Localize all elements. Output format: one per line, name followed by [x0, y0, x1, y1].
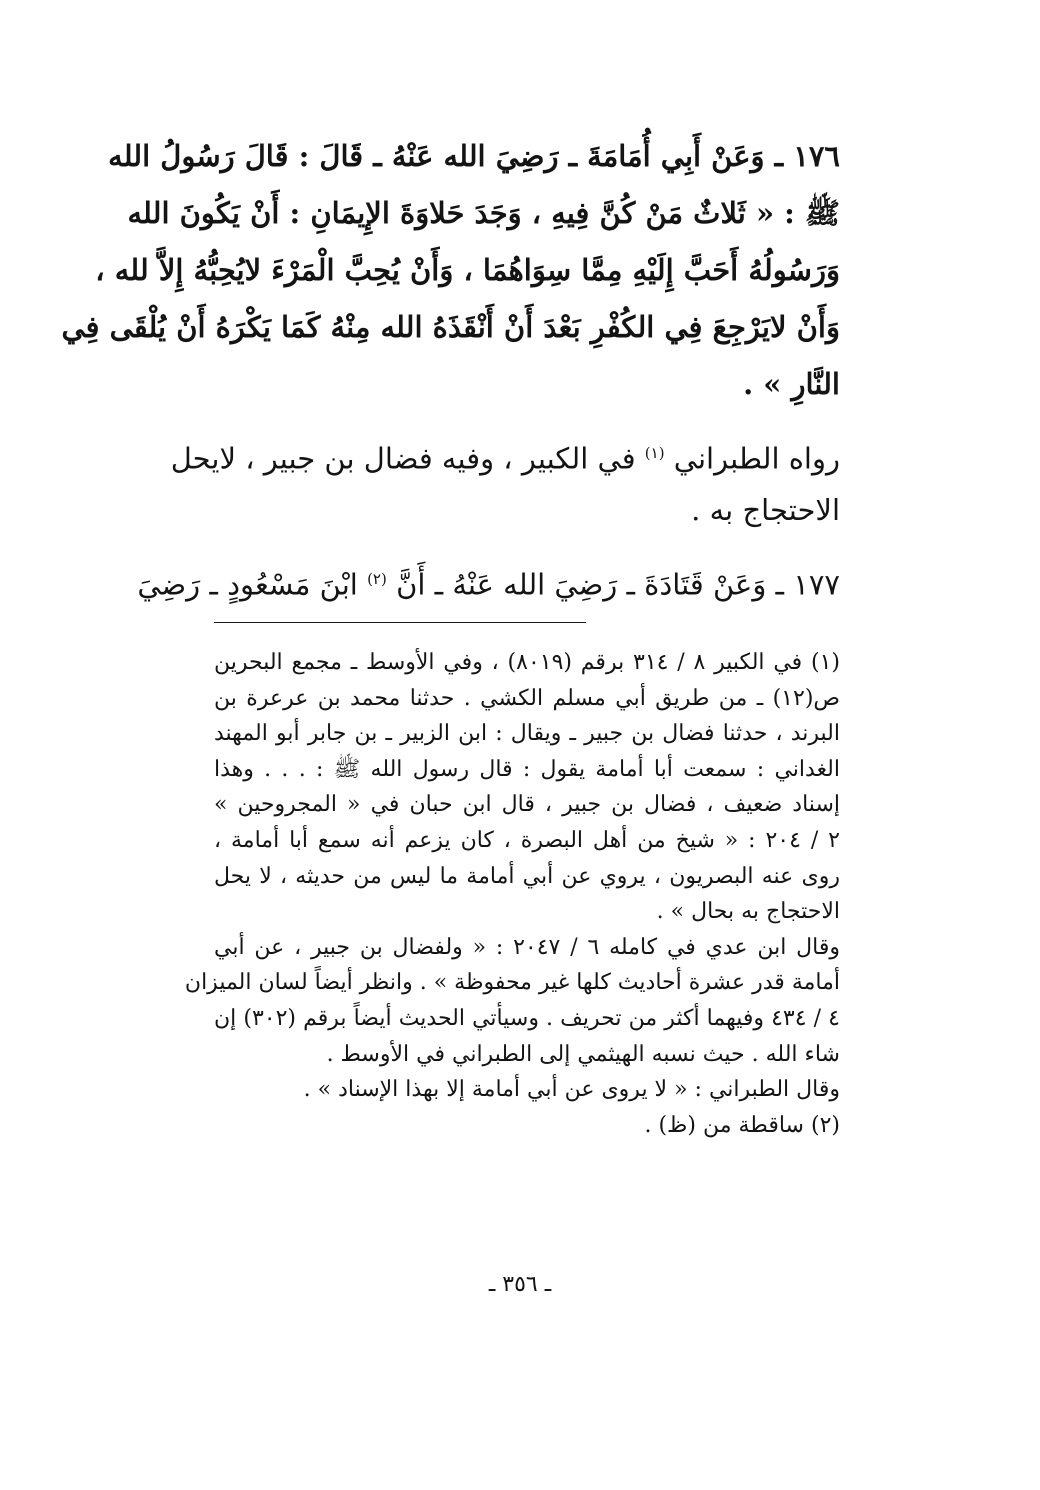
narration — [170, 425, 840, 539]
hadith-line: ﷺ : « ثَلاثٌ مَنْ كُنَّ فِيهِ ، وَجَدَ حَلاوَةَ الإِيمَانِ : أَنْ يَكُونَ الله — [127, 196, 840, 230]
footnote-line: وقال الطبراني : « لا يروى عن أبي أمامة إلا بهذا الإسناد » . — [303, 1077, 840, 1103]
hadith-text: ١٧٧ ـ وَعَنْ قَتَادَةَ ـ رَضِيَ الله عَنْهُ ـ أَنَّ — [396, 567, 840, 602]
footnote-line: إسناد ضعيف ، فضال بن جبير ، قال ابن حبان في « المجروحين » — [214, 792, 840, 818]
footnote-line: (٢) ساقطة من (ظ) . — [644, 1112, 840, 1138]
footnote-line: (١) في الكبير ٨ / ٣١٤ برقم (٨٠١٩) ، وفي الأوسط ـ مجمع البحرين — [214, 650, 840, 675]
footnotes — [184, 645, 840, 1143]
narration-line: الاحتجاج به . — [691, 493, 840, 527]
footnote-ref-2: (٢) — [367, 570, 387, 588]
hadith-text: ابْنَ مَسْعُودٍ ـ رَضِيَ — [137, 567, 358, 602]
narration-line — [170, 425, 840, 482]
footnote-line: شاء الله . حيث نسبه الهيثمي إلى الطبراني في الأوسط . — [326, 1041, 840, 1067]
hadith-line: النَّارِ » . — [743, 367, 840, 401]
hadith-176 — [61, 128, 840, 413]
footnote-line: ٢ / ٢٠٤ : « شيخ من أهل البصرة ، كان يزعم أنه سمع أبا أمامة ، — [214, 827, 840, 853]
footnote-line: الغداني : سمعت أبا أمامة يقول : قال رسول الله ﷺ : . . . وهذا — [214, 756, 840, 782]
footnote-line: أمامة قدر عشرة أحاديث كلها غير محفوظة » . وانظر أيضاً لسان الميزان — [184, 970, 840, 996]
hadith-line: ١٧٦ ـ وَعَنْ أَبِي أُمَامَةَ ـ رَضِيَ الله عَنْهُ ـ قَالَ : قَالَ رَسُولُ الله — [108, 139, 840, 173]
page-number: ـ ٣٥٦ ـ — [488, 1272, 552, 1297]
footnote-line: روى عنه البصريون ، يروي عن أبي أمامة ما ليس من حديثه ، لا يحل — [214, 863, 840, 889]
hadith-line: وَأَنْ لايَرْجِعَ فِي الكُفْرِ بَعْدَ أَنْ أَنْقَذَهُ الله مِنْهُ كَمَا يَكْرَهُ أَنْ يُلْقَى فِي — [61, 310, 840, 344]
footnote-ref-1: (١) — [644, 444, 665, 462]
footnote-line: ٤ / ٤٣٤ وفيهما أكثر من تحريف . وسيأتي الحديث أيضاً برقم (٣٠٢) إن — [214, 1005, 840, 1031]
footnote-line: وقال ابن عدي في كامله ٦ / ٢٠٤٧ : « ولفضال بن جبير ، عن أبي — [214, 934, 840, 960]
hadith-177 — [137, 551, 840, 608]
hadith-line: وَرَسُولُهُ أَحَبَّ إِلَيْهِ مِمَّا سِوَاهُمَا ، وَأَنْ يُحِبَّ الْمَرْءَ لايُحِبُّهُ إِلاَّ لله ، — [95, 253, 840, 287]
footnote-line: الاحتجاج به بحال » . — [656, 899, 840, 925]
footnote-line: البرند ، حدثنا فضال بن جبير ـ ويقال : ابن الزبير ـ بن جابر أبو المهند — [214, 721, 840, 747]
hadith-line — [137, 551, 840, 608]
footnote-line: ص(١٢) ـ من طريق أبي مسلم الكشي . حدثنا محمد بن عرعرة بن — [214, 685, 840, 711]
narration-text: رواه الطبراني — [673, 441, 840, 476]
book-page — [61, 128, 840, 1468]
footnote-divider — [214, 622, 586, 623]
narration-text: في الكبير ، وفيه فضال بن جبير ، لايحل — [170, 441, 636, 476]
